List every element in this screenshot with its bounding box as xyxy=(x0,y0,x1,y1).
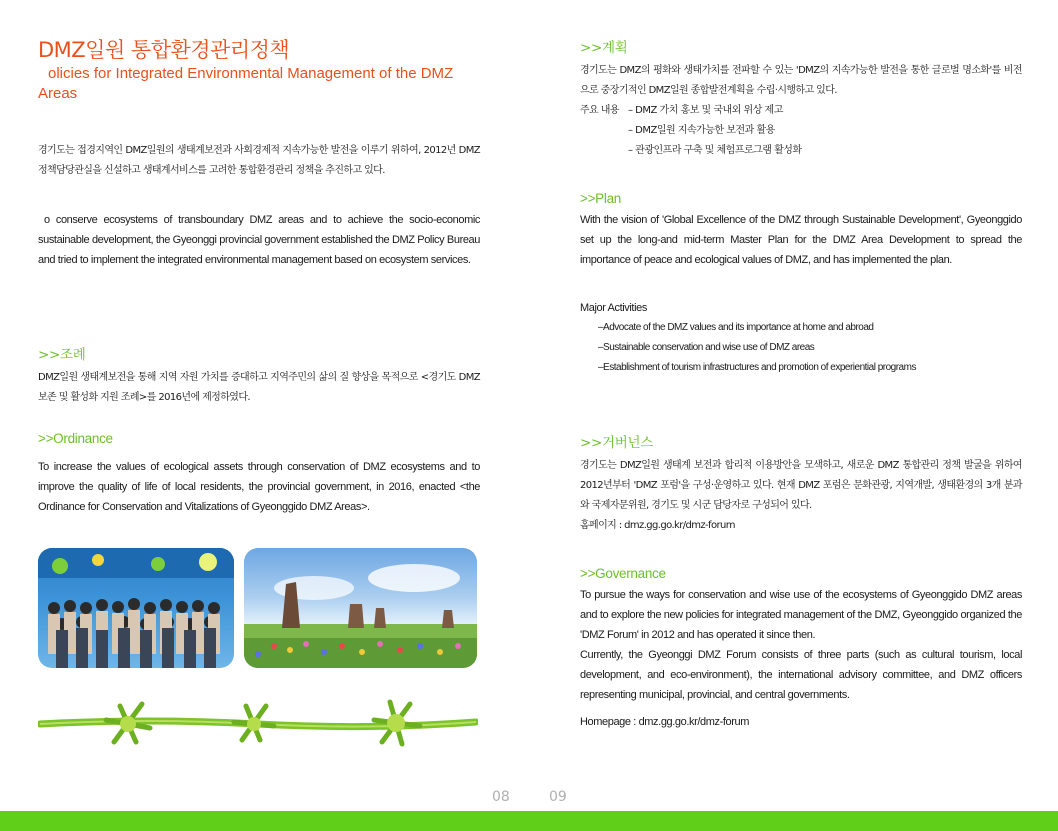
list-item: – 관광인프라 구축 및 체험프로그램 활성화 xyxy=(628,145,802,156)
governance-korean-heading: >>거버넌스 xyxy=(580,435,653,451)
governance-english-text-2: Currently, the Gyeonggi DMZ Forum consists of three parts (such as cultural tourism, local development, and eco-environment), the international advisory committee, and DMZ officers representing municipal, provincial, and central governments. xyxy=(580,649,1022,701)
governance-english-text-1: To pursue the ways for conservation and wise use of the ecosystems of Gyeonggido DMZ areas and to explore the new policies for integrated management of the DMZ, Gyeonggido organized the 'DMZ Forum' in 2012 and has operated it since then. xyxy=(580,589,1022,641)
page-number-right: 09 xyxy=(549,789,567,805)
barbed-wire-decoration xyxy=(38,698,478,748)
governance-english-homepage: Homepage : dmz.gg.go.kr/dmz-forum xyxy=(580,716,749,728)
intro-korean: 경기도는 접경지역인 DMZ일원의 생태계보전과 사회경제적 지속가능한 발전을 이루기 위하여, 2012년 DMZ정책담당관실을 신설하고 생태계서비스를 고려한 통합환경관리 정책을 추진하고 있다. xyxy=(38,145,480,176)
landscape-photo xyxy=(244,548,477,668)
group-photo xyxy=(38,548,234,668)
plan-english-text: With the vision of 'Global Excellence of the DMZ through Sustainable Development', Gyeonggido set up the long-and mid-term Master Plan for the DMZ Area Development to spread the importance of peace and ecological values of DMZ, and has implemented the plan. xyxy=(580,214,1022,266)
governance-korean-homepage: 홈페이지 : dmz.gg.go.kr/dmz-forum xyxy=(580,520,735,531)
list-item: – DMZ 가치 홍보 및 국내외 위상 제고 xyxy=(628,105,783,116)
ordinance-korean-text: DMZ일원 생태계보전을 통해 지역 자원 가치를 증대하고 지역주민의 삶의 질 향상을 목적으로 <경기도 DMZ 보존 및 활성화 지원 조례>를 2016년에 제정하였다. xyxy=(38,372,480,403)
governance-english-heading: >>Governance xyxy=(580,566,666,581)
ordinance-english-heading: >>Ordinance xyxy=(38,431,113,446)
page-title-korean: DMZ일원 통합환경관리정책 xyxy=(38,38,290,62)
plan-korean-heading: >>계획 xyxy=(580,40,628,56)
plan-korean-text: 경기도는 DMZ의 평화와 생태가치를 전파할 수 있는 'DMZ의 지속가능한 발전을 통한 글로벌 명소화'를 비전으로 중장기적인 DMZ일원 종합발전계획을 수립·시행하고 있다. xyxy=(580,65,1022,96)
list-item: –Establishment of tourism infrastructures and promotion of experiential programs xyxy=(598,362,916,373)
list-item: –Sustainable conservation and wise use of DMZ areas xyxy=(598,342,815,353)
governance-korean-text: 경기도는 DMZ일원 생태계 보전과 합리적 이용방안을 모색하고, 새로운 DMZ 통합관리 정책 발굴을 위하여 2012년부터 'DMZ 포럼'을 구성·운영하고 있다. 현재 DMZ 포럼은 문화관광, 지역개발, 생태환경의 3개 분과와 국제자문위원, 경기도 및 시군 담당자로 구성되어 있다. xyxy=(580,460,1022,511)
ordinance-english-text: To increase the values of ecological assets through conservation of DMZ ecosystems and to improve the quality of life of local residents, the provincial government, in 2016, enacted <the Ordinance for Conservation and Vitalizations of Gyeonggido DMZ Areas>. xyxy=(38,461,480,513)
bottom-green-bar xyxy=(0,811,1058,831)
plan-korean-list xyxy=(628,101,802,161)
plan-english-label: Major Activities xyxy=(580,302,647,314)
plan-english-heading: >>Plan xyxy=(580,191,621,206)
list-item: – DMZ일원 지속가능한 보전과 활용 xyxy=(628,125,775,136)
plan-korean-label: 주요 내용 xyxy=(580,105,619,116)
plan-english-list xyxy=(598,318,916,378)
page-title-english: olicies for Integrated Environmental Management of the DMZ Areas xyxy=(38,65,454,102)
page-number-left: 08 xyxy=(492,789,510,805)
ordinance-korean-heading: >>조례 xyxy=(38,347,86,363)
list-item: –Advocate of the DMZ values and its importance at home and abroad xyxy=(598,322,874,333)
intro-english: o conserve ecosystems of transboundary DMZ areas and to achieve the socio-economic sustainable development, the Gyeonggi provincial government established the DMZ Policy Bureau and tried to implement the integrated environmental management based on ecosystem services. xyxy=(38,214,480,266)
